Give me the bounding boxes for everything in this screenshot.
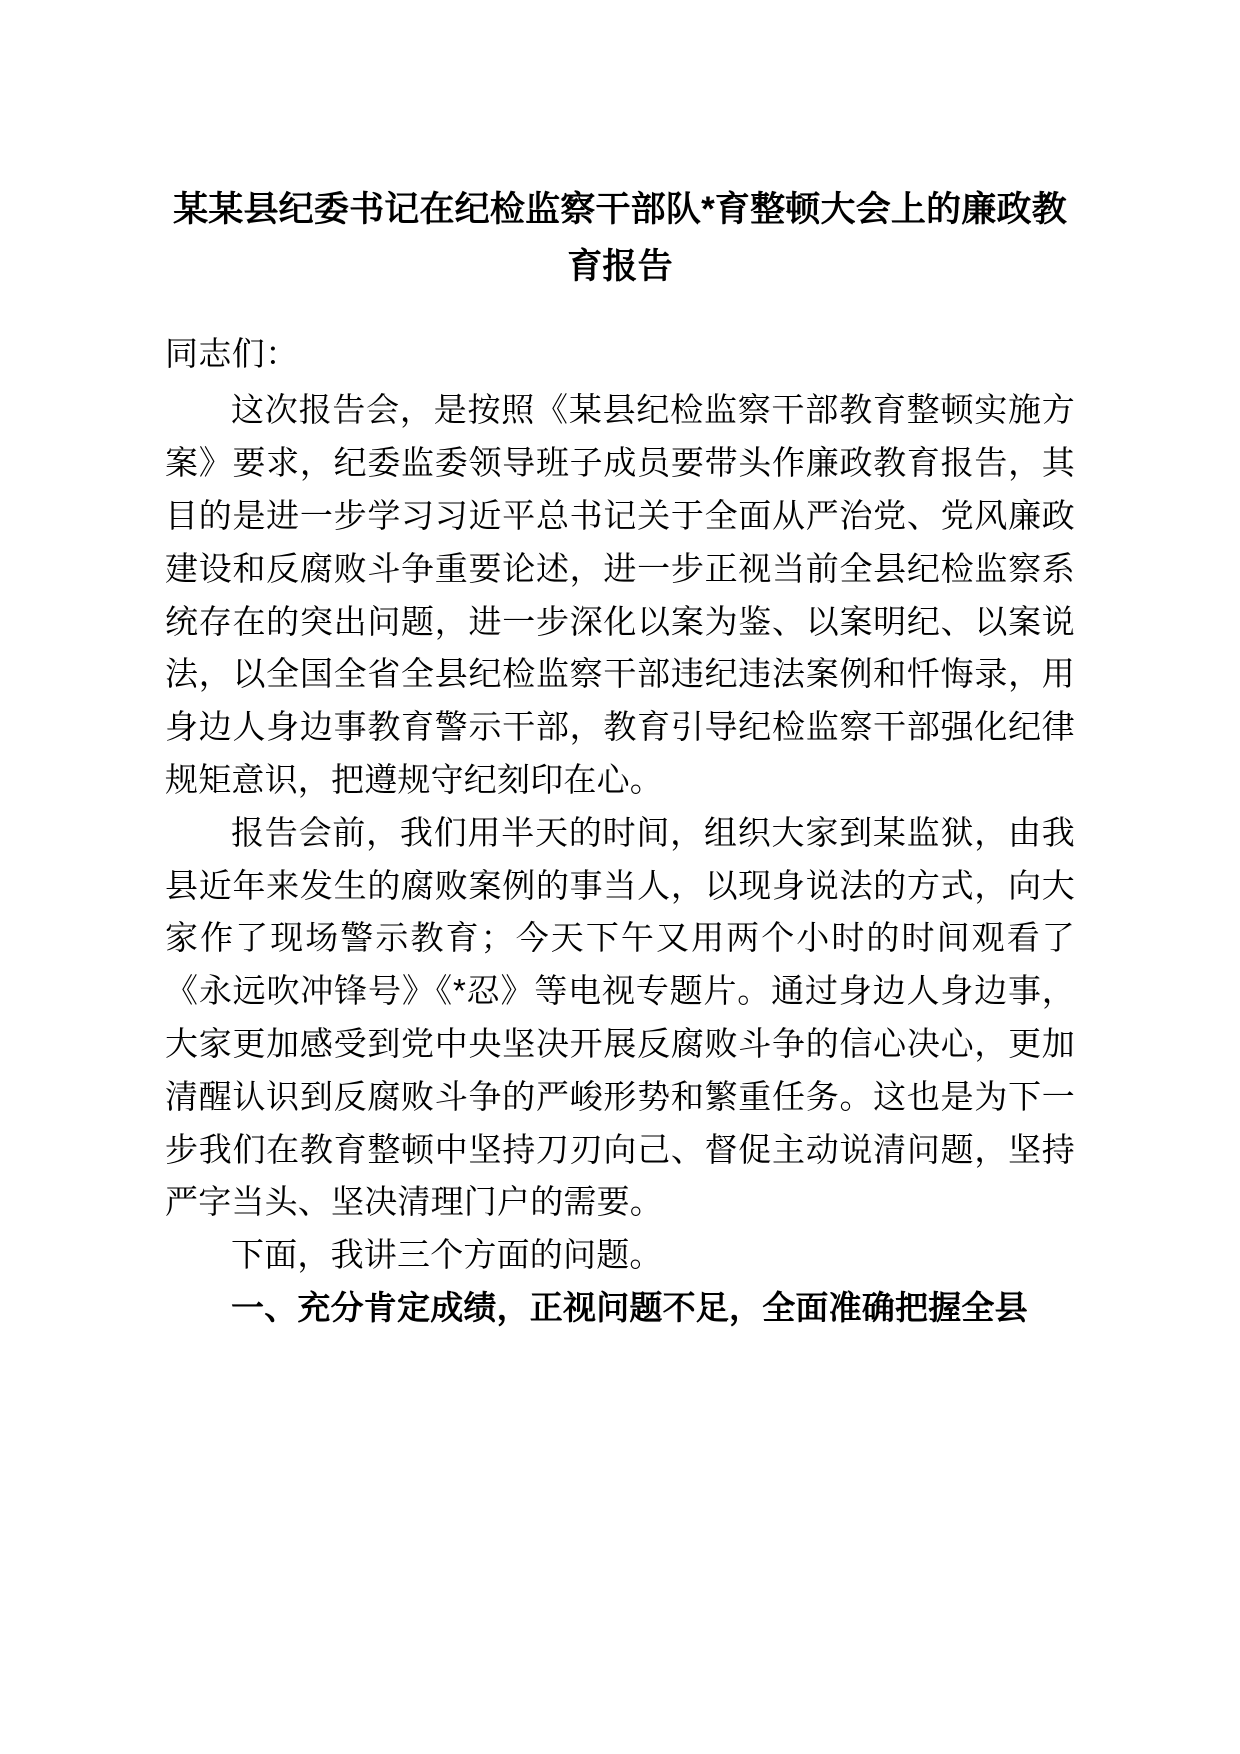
body-paragraph-1: 这次报告会，是按照《某县纪检监察干部教育整顿实施方案》要求，纪委监委领导班子成员要带头作廉政教育报告，其目的是进一步学习习近平总书记关于全面从严治党、党风廉政建设和反腐败斗争重要论述，进一步正视当前全县纪检监察系统存在的突出问题，进一步深化以案为鉴、以案明纪、以案说法，以全国全省全县纪检监察干部违纪违法案例和忏悔录，用身边人身边事教育警示干部，教育引导纪检监察干部强化纪律规矩意识，把遵规守纪刻印在心。 (165, 391, 1075, 798)
body-paragraph-2: 报告会前，我们用半天的时间，组织大家到某监狱，由我县近年来发生的腐败案例的事当人，以现身说法的方式，向大家作了现场警示教育；今天下午又用两个小时的时间观看了《永远吹冲锋号》《*忍》等电视专题片。通过身边人身边事，大家更加感受到党中央坚决开展反腐败斗争的信心决心，更加清醒认识到反腐败斗争的严峻形势和繁重任务。这也是为下一步我们在教育整顿中坚持刀刃向己、督促主动说清问题，坚持严字当头、坚决清理门户的需要。 (165, 813, 1075, 1221)
document-title: 某某县纪委书记在纪检监察干部队*育整顿大会上的廉政教育报告 (173, 190, 1067, 286)
body-paragraph-3: 下面，我讲三个方面的问题。 (231, 1236, 663, 1274)
salutation: 同志们： (165, 335, 299, 373)
section-heading-one: 一、充分肯定成绩，正视问题不足，全面准确把握全县 (231, 1288, 1028, 1326)
